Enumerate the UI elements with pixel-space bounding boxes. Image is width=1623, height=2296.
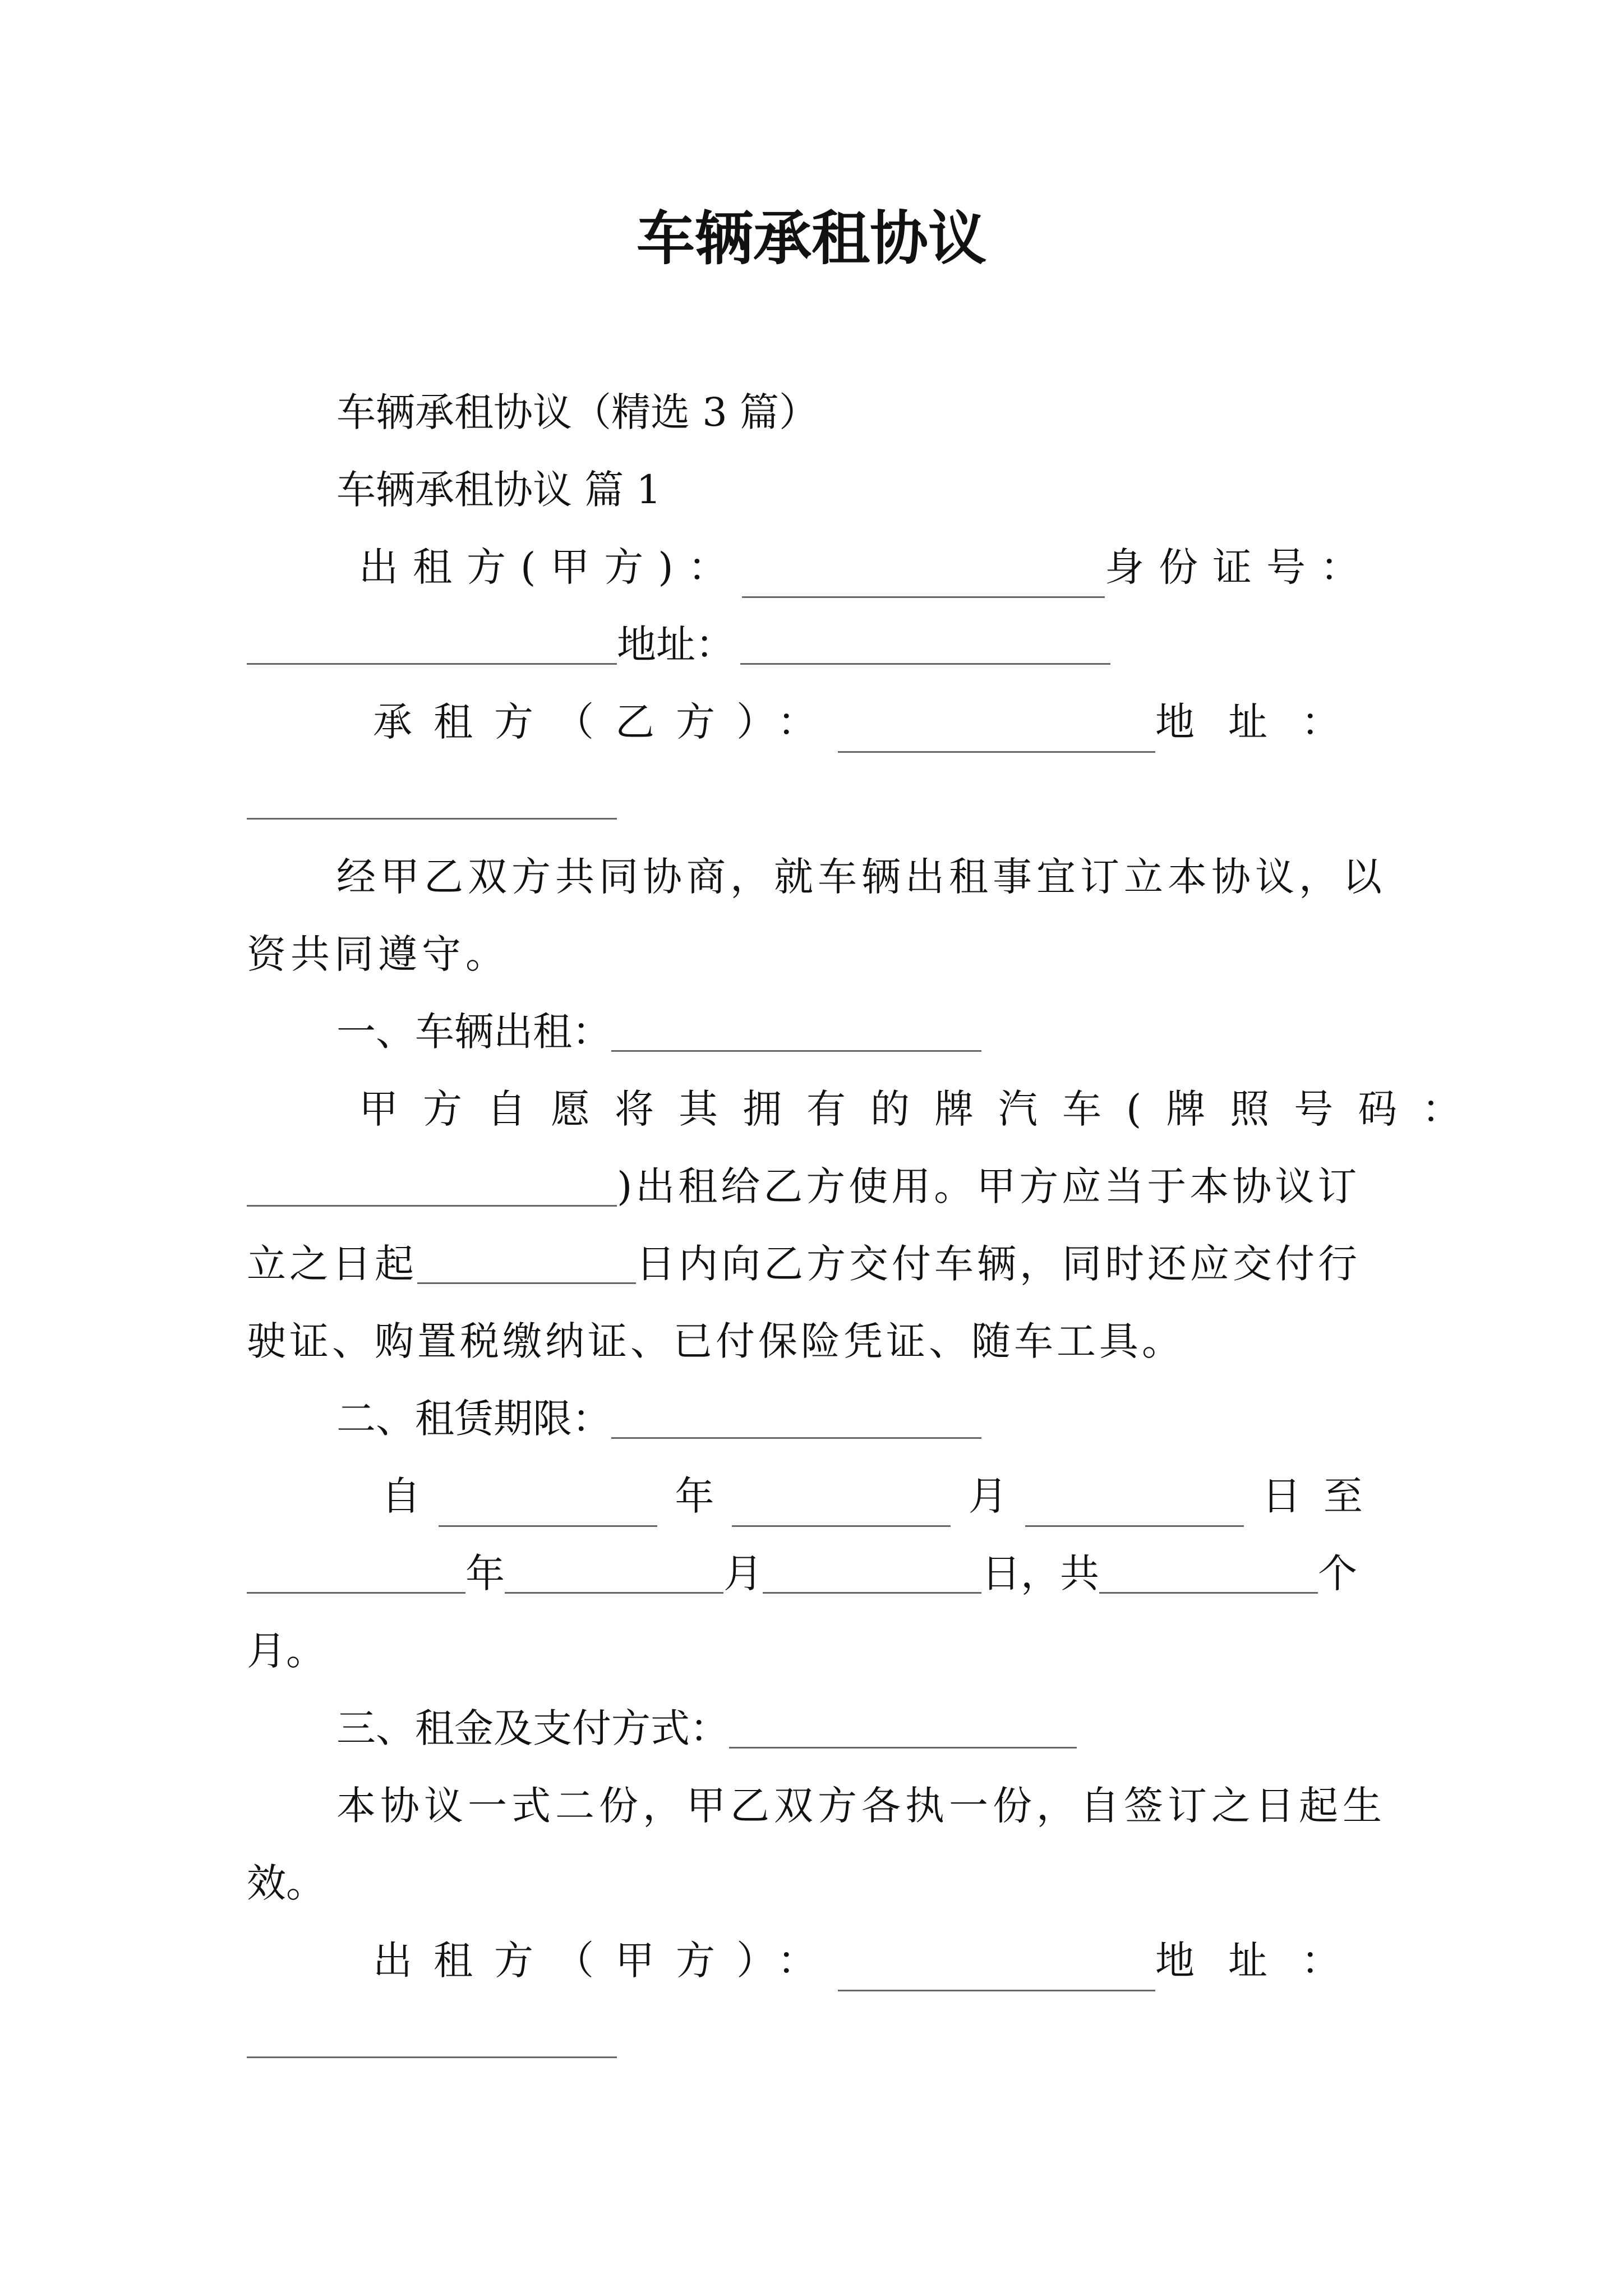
clause-3-title-line — [336, 1697, 1077, 1759]
end-year-blank — [247, 1558, 465, 1594]
total-months-blank — [1099, 1558, 1318, 1594]
clause-2-title-line — [336, 1388, 981, 1450]
clause-1-line-3-after: 日内向乙方交付车辆，同时还应交付行 — [636, 1241, 1361, 1287]
end-day-blank — [763, 1558, 981, 1594]
start-day-blank — [1025, 1492, 1244, 1527]
closing-line-1: 本协议一式二份，甲乙双方各执一份，自签订之日起生 — [336, 1783, 1386, 1829]
section-heading: 车辆承租协议 篇 1 — [336, 467, 662, 513]
period-year-label: 年 — [675, 1473, 714, 1519]
intro-line-1: 经甲乙双方共同协商，就车辆出租事宜订立本协议，以 — [336, 854, 1386, 900]
lessor-name-blank — [742, 563, 1105, 598]
lessor-line — [359, 536, 1374, 598]
closing-line-2: 效。 — [247, 1860, 325, 1906]
clause-3-title: 三、租金及支付方式： — [336, 1705, 729, 1751]
start-year-blank — [439, 1492, 657, 1527]
intro-line-2: 资共同遵守。 — [247, 931, 509, 977]
clause-1-line-1: 甲方自愿将其拥有的牌汽车(牌照号码： — [359, 1086, 1486, 1132]
lessee-line — [373, 691, 1374, 753]
period-month-label: 月 — [968, 1473, 1008, 1519]
lessee-address-blank — [247, 784, 617, 820]
period-year2-label: 年 — [465, 1550, 505, 1596]
clause-1-line-4: 驶证、购置税缴纳证、已付保险凭证、随车工具。 — [247, 1318, 1184, 1364]
clause-1-line-2-text: )出租给乙方使用。甲方应当于本协议订 — [617, 1163, 1361, 1209]
lessor-id-address-line — [247, 614, 1110, 675]
signature-line — [373, 1930, 1374, 1991]
period-month2-label: 月 — [723, 1550, 763, 1596]
document-subtitle: 车辆承租协议（精选 3 篇） — [336, 389, 819, 435]
lessor-label: 出租方(甲方)： — [359, 544, 742, 590]
sign-lessor-blank — [838, 1956, 1155, 1991]
clause-2-title: 二、租赁期限： — [336, 1396, 611, 1442]
clause-1-title: 一、车辆出租： — [336, 1009, 611, 1055]
clause-1-line-3 — [247, 1233, 1361, 1295]
clause-1-title-line — [336, 1001, 981, 1062]
sign-address-line — [247, 2007, 617, 2069]
lessee-name-blank — [838, 717, 1155, 753]
sign-address-label: 地址： — [1155, 1938, 1374, 1984]
clause-1-line-2 — [247, 1156, 1360, 1217]
clause-1-line-3-before: 立之日起 — [247, 1241, 417, 1287]
sign-address-blank — [247, 2023, 617, 2058]
document-title: 车辆承租协议 — [636, 204, 986, 273]
rent-payment-blank — [729, 1713, 1077, 1749]
period-line-2 — [247, 1543, 1357, 1604]
sign-lessor-label: 出租方（甲方）： — [373, 1938, 838, 1984]
lessee-address-label: 地址： — [1155, 699, 1374, 745]
id-number-blank — [247, 629, 617, 665]
id-number-label: 身份证号： — [1105, 544, 1374, 590]
period-line-3: 月。 — [247, 1628, 325, 1674]
period-day-total-label: 日，共 — [981, 1550, 1099, 1596]
plate-number-blank — [247, 1171, 617, 1207]
end-month-blank — [505, 1558, 723, 1594]
lessee-address-line — [247, 769, 617, 830]
delivery-days-blank — [417, 1249, 636, 1284]
vehicle-blank — [611, 1016, 981, 1052]
lease-term-blank — [611, 1404, 981, 1439]
period-from-label: 自 — [381, 1473, 421, 1519]
period-day-to-label: 日至 — [1261, 1473, 1385, 1519]
start-month-blank — [732, 1492, 951, 1527]
lessor-address-blank — [740, 629, 1110, 665]
lessee-label: 承租方（乙方）： — [373, 699, 838, 745]
period-line-1 — [381, 1465, 1385, 1527]
period-unit-label: 个 — [1318, 1550, 1357, 1596]
lessor-address-label: 地址： — [617, 622, 735, 668]
